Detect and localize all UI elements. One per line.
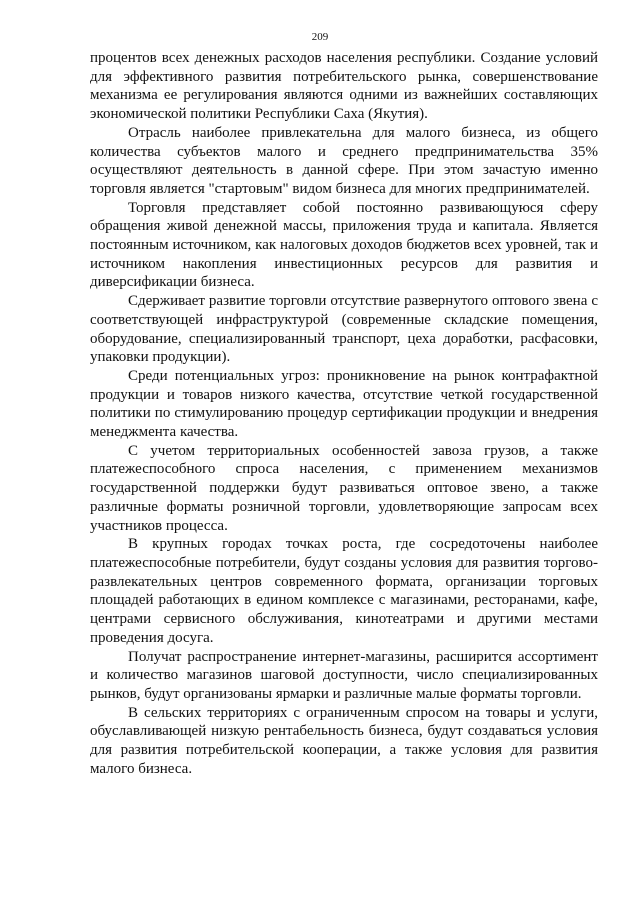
paragraph-rural-territories: В сельских территориях с ограниченным спросом на товары и услуги, обуславливающей низкую рентабельность бизнеса, будут создаваться условия для развития потребительской кооперации, а также условия для развития малого бизнеса. [90, 704, 598, 777]
paragraph-online-stores: Получат распространение интернет-магазины, расширится ассортимент и количество магазинов шаговой доступности, число специализированных рынков, будут организованы ярмарки и различные малые форматы торговли. [90, 648, 598, 702]
paragraph-continuation: процентов всех денежных расходов населения республики. Создание условий для эффективного развития потребительского рынка, совершенствование механизма ее регулирования являются одними из важнейших составляющих экономической политики Республики Саха (Якутия). [90, 50, 598, 123]
paragraph-trade-sphere: Торговля представляет собой постоянно развивающуюся сферу обращения живой денежной массы, приложения труда и капитала. Является постоянным источником, как налоговых доходов бюджетов всех уровней, так и источником накопления инвестиционных ресурсов для развития и диверсификации бизнеса. [90, 199, 598, 291]
paragraph-potential-threats: Среди потенциальных угроз: проникновение на рынок контрафактной продукции и товаров низкого качества, отсутствие четкой государственной политики по стимулированию процедур сертификации продукции и внедрения менеджмента качества. [90, 367, 598, 441]
paragraph-industry-attractiveness: Отрасль наиболее привлекательна для малого бизнеса, из общего количества субъектов малого и среднего предпринимательства 35% осуществляют деятельность в данной сфере. При этом зачастую именно торговля является "стартовым" видом бизнеса для многих предпринимателей. [90, 124, 598, 197]
paragraph-territorial-features: С учетом территориальных особенностей завоза грузов, а также платежеспособного спроса населения, с применением механизмов государственной поддержки будут развиваться оптовое звено, а также различные форматы розничной торговли, удовлетворяющие запросам всех участников процесса. [90, 442, 598, 534]
paragraph-wholesale-constraints: Сдерживает развитие торговли отсутствие развернутого оптового звена с соответствующей инфраструктурой (современные складские помещения, оборудование, специализированный транспорт, цеха доработки, расфасовки, упаковки продукции). [90, 293, 598, 366]
page-number: 209 [311, 31, 329, 43]
document-body [90, 49, 598, 778]
paragraph-large-cities: В крупных городах точках роста, где сосредоточены наиболее платежеспособные потребители, будут созданы условия для развития торгово-развлекательных центров современного формата, организации торговых площадей работающих в едином комплексе с магазинами, ресторанами, кафе, центрами сервисного обслуживания, кинотеатрами и другими местами проведения досуга. [90, 536, 598, 646]
